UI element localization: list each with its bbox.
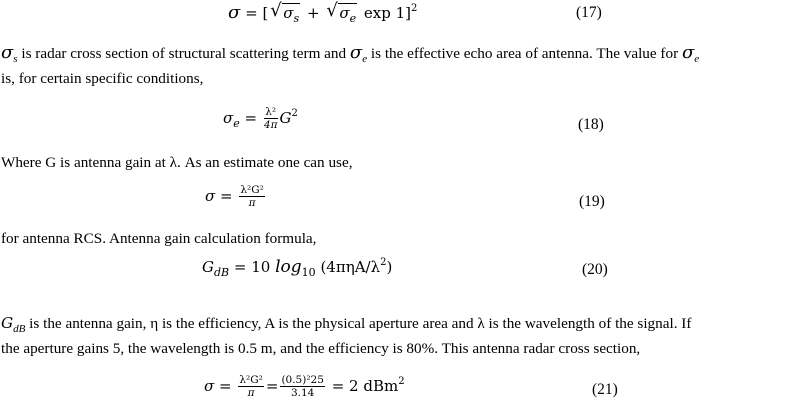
- eq17-sigma-s: σ: [283, 4, 294, 22]
- equation-19: [205, 184, 267, 210]
- p4-g: G: [1, 314, 14, 332]
- eq18-rhs: G: [279, 109, 292, 127]
- eq21-numerator-1: λ²G²: [239, 374, 263, 386]
- eq21-equals-2: =: [265, 377, 279, 395]
- eq18-denominator: 4π: [263, 119, 278, 131]
- equation-19-number: (19): [579, 193, 605, 210]
- equation-21: [204, 374, 405, 400]
- eq18-numerator: λ²: [265, 106, 277, 118]
- eq18-equals: =: [244, 109, 258, 127]
- paragraph-4-line-2: the aperture gains 5, the wavelength is 0.5 m, and the efficiency is 80%. This antenna radar cross section,: [1, 340, 641, 357]
- eq20-arg: (4πηA/λ: [320, 258, 381, 276]
- eq18-lhs-sub: e: [233, 117, 240, 130]
- eq21-numerator-2: (0.5)²25: [281, 374, 324, 386]
- eq17-sub-s: s: [293, 12, 300, 25]
- p1-sigma-s: σ: [1, 42, 14, 63]
- eq17-sqrt-1: √ $\sigma_s$: [270, 0, 300, 25]
- p1-sub-s: s: [13, 53, 18, 65]
- eq17-sub-e: e: [349, 12, 357, 25]
- eq20-log-sub: 10: [301, 266, 316, 279]
- eq21-fraction-2: [280, 374, 324, 400]
- equation-20: [202, 257, 392, 279]
- eq17-plus: +: [306, 4, 320, 22]
- eq17-sigma-e: σ: [339, 4, 350, 22]
- eq19-fraction: [239, 184, 264, 210]
- eq17-lhs: σ: [228, 2, 241, 23]
- eq21-lhs: σ: [204, 377, 215, 395]
- equation-21-number: (21): [592, 381, 618, 398]
- eq17-sqrt-2: √ $\sigma_e$: [326, 0, 357, 25]
- p1-text-a: is radar cross section of structural scattering term and: [17, 45, 350, 62]
- paragraph-1-line-1: [1, 44, 699, 68]
- p1-sigma-e-2: σ: [681, 42, 695, 63]
- eq19-numerator: λ²G²: [240, 184, 264, 196]
- p1-sub-e-1: e: [362, 53, 368, 65]
- eq17-open-bracket: [: [262, 4, 269, 22]
- paragraph-1-line-2: is, for certain specific conditions,: [1, 70, 204, 87]
- eq20-lhs-sub: dB: [213, 266, 230, 279]
- eq21-result-sup: 2: [398, 376, 405, 387]
- eq17-equals: =: [245, 4, 258, 22]
- paragraph-4-line-1: [1, 314, 691, 338]
- eq17-tail: exp 1]: [363, 4, 411, 22]
- eq21-result: = 2 dBm: [331, 377, 399, 395]
- equation-17: [228, 2, 417, 25]
- equation-17-number: (17): [576, 4, 602, 21]
- eq18-lhs: σ: [223, 109, 234, 127]
- equation-18-number: (18): [578, 116, 604, 133]
- paragraph-2: Where G is antenna gain at λ. As an estimate one can use,: [1, 154, 353, 171]
- eq19-equals: =: [220, 187, 233, 205]
- p4-g-sub: dB: [13, 323, 26, 335]
- eq21-equals: =: [219, 377, 232, 395]
- eq18-fraction: [264, 106, 278, 132]
- p1-sigma-e-1: σ: [349, 42, 363, 63]
- eq20-arg-sup: 2: [380, 257, 387, 268]
- eq17-sup: 2: [411, 3, 418, 14]
- p1-text-b: is the effective echo area of antenna. The value for: [367, 45, 682, 62]
- eq18-rhs-sup: 2: [291, 108, 298, 119]
- eq21-denominator-1: π: [247, 387, 255, 399]
- equation-18: [223, 106, 298, 132]
- eq21-fraction-1: [238, 374, 263, 400]
- eq20-rhs-a: = 10: [233, 258, 271, 276]
- p4-text-a: is the antenna gain, η is the efficiency, A is the physical aperture area and λ is the wavelength of the signal. If: [25, 315, 692, 332]
- eq19-lhs: σ: [205, 187, 216, 205]
- equation-20-number: (20): [582, 261, 608, 278]
- eq21-denominator-2: 3.14: [290, 387, 315, 399]
- eq19-denominator: π: [248, 197, 256, 209]
- eq20-arg-close: ): [386, 258, 393, 276]
- eq20-log: log: [275, 257, 302, 277]
- eq20-lhs: G: [202, 258, 214, 276]
- paragraph-3: for antenna RCS. Antenna gain calculation formula,: [1, 230, 317, 247]
- p1-sub-e-2: e: [694, 53, 700, 65]
